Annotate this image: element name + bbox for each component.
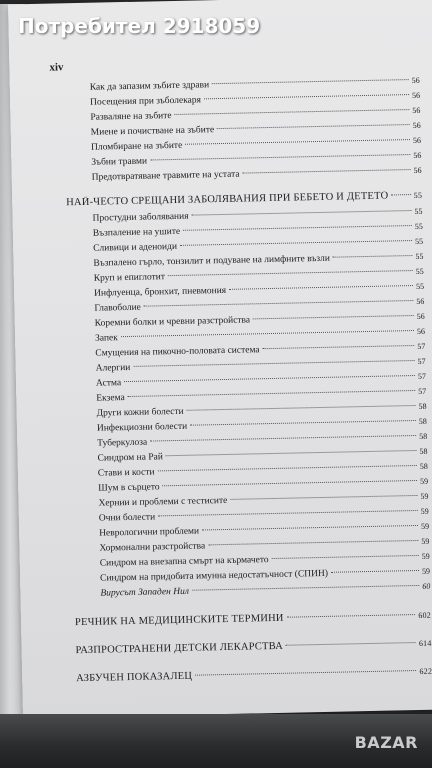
toc-item: Простудни заболявания 55 <box>92 206 423 224</box>
seller-username: Потребител 2918059 <box>18 14 261 38</box>
toc-item: Главоболие 56 <box>94 296 425 314</box>
toc-item: Стави и кости 58 <box>97 461 428 479</box>
toc-section-heading: АЗБУЧЕН ПОКАЗАЛЕЦ 622 <box>76 666 432 685</box>
toc-item: Инфлуенца, бронхит, пневмония 55 <box>94 281 425 299</box>
toc-item: Екзема 57 <box>96 386 427 404</box>
toc-item: Синдром на внезапна смърт на кърмачето 59 <box>99 551 430 569</box>
toc-item: Възпалено гърло, тонзилит и подуване на лимфните възли 55 <box>93 251 424 269</box>
toc-section-heading: РАЗПРОСТРАНЕНИ ДЕТСКИ ЛЕКАРСТВА 614 <box>75 638 432 657</box>
toc-item: Смущения на пикочно-половата система 57 <box>95 341 426 359</box>
page-number: xiv <box>49 61 64 74</box>
toc-item: Пломбиране на зъбите 56 <box>90 135 422 153</box>
toc-section-heading: НАЙ-ЧЕСТО СРЕЩАНИ ЗАБОЛЯВАНИЯ ПРИ БЕБЕТО И ДЕТЕТО 55 <box>66 190 423 209</box>
toc-section-heading: РЕЧНИК НА МЕДИЦИНСКИТЕ ТЕРМИНИ 602 <box>74 610 432 629</box>
toc-item: Разваляне на зъбите 56 <box>90 105 421 123</box>
toc-item: Хернии и проблеми с тестисите 59 <box>98 491 429 509</box>
toc-item: Зъбни травми 56 <box>91 150 422 168</box>
toc-item: Как да запазим зъбите здрави 56 <box>89 75 420 93</box>
toc-item: Запек 56 <box>94 326 426 344</box>
toc-item: Туберкулоза 58 <box>97 431 428 449</box>
table-of-contents <box>8 0 432 718</box>
toc-item: Други кожни болести 58 <box>96 401 427 419</box>
toc-item: Синдром на Рай 58 <box>97 446 428 464</box>
toc-item: Неврологични проблеми 59 <box>99 521 430 539</box>
toc-item: Инфекциозни болести 58 <box>96 416 427 434</box>
bazar-watermark-logo: BAZAR <box>354 733 418 752</box>
toc-item: Алергии 57 <box>95 356 426 374</box>
toc-item: Възпаление на ушите 55 <box>92 221 423 239</box>
toc-item: Шум в сърцето 59 <box>98 476 429 494</box>
toc-item: Коремни болки и чревни разстройства 56 <box>94 311 425 329</box>
toc-item: Миене и почистване на зъбите 56 <box>90 120 421 138</box>
toc-item: Круп и епиглотит 55 <box>93 266 424 284</box>
toc-item: Астма 57 <box>95 371 427 389</box>
toc-item: Вирусът Западен Нил 60 <box>100 581 431 599</box>
toc-item: Синдром на придобита имунна недостатъчност (СПИН) 59 <box>99 566 431 584</box>
toc-item: Очни болести 59 <box>98 506 429 524</box>
book-page <box>8 0 432 718</box>
toc-item: Посещения при зъболекаря 56 <box>90 90 421 108</box>
toc-item: Сливици и аденоиди 55 <box>93 236 424 254</box>
toc-item: Хормонални разстройства 59 <box>99 536 430 554</box>
toc-item: Предотвратяване травмите на устата 56 <box>91 165 422 183</box>
